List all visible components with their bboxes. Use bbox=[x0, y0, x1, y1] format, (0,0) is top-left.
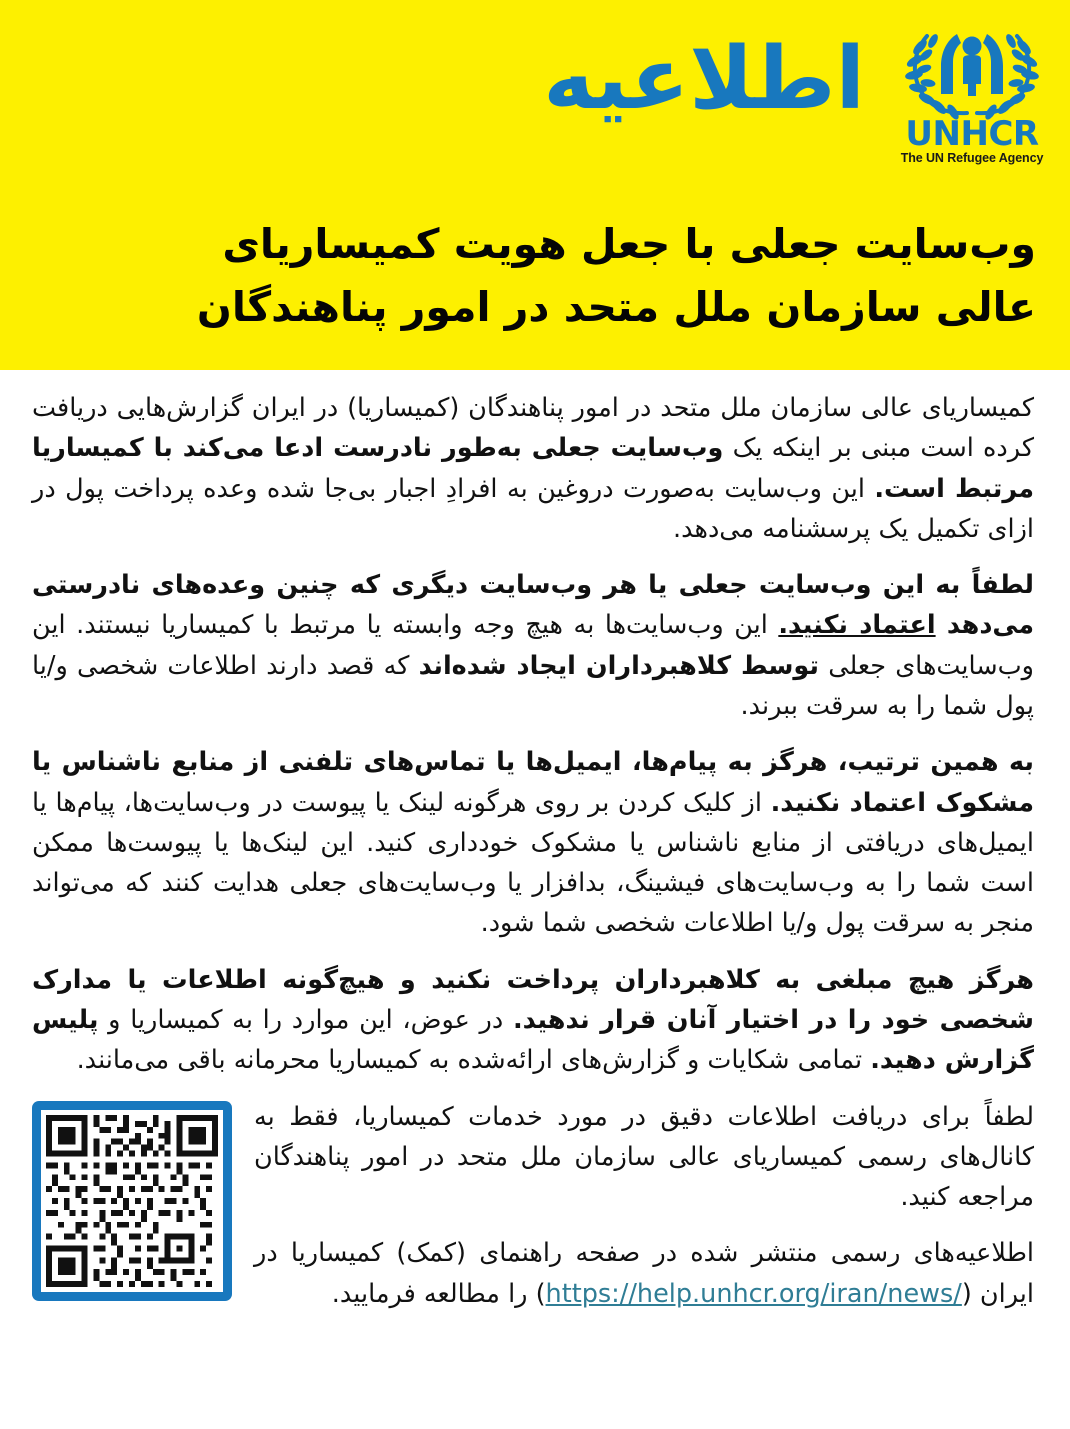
p6-text-a: اطلاعیه‌های رسمی منتشر شده در صفحه راهنمای (کمک) کمیساریا در ایران ( bbox=[254, 1238, 1034, 1309]
p4-text-a: در عوض، این موارد را به کمیساریا و bbox=[98, 1004, 513, 1035]
p2-bold-a: لطفاً به این وب‌سایت جعلی یا هر وب‌سایت دیگری که چنین وعده‌های نادرستی می‌دهد bbox=[32, 570, 1035, 641]
p1-text-b: این وب‌سایت به‌صورت دروغین به افرادِ اجبار بی‌جا شده وعده پرداخت پول در ازای تکمیل یک پرسشنامه می‌دهد. bbox=[32, 473, 1034, 544]
p6-text-b: ) را مطالعه فرمایید. bbox=[331, 1278, 546, 1309]
p4-bold-b: پلیس گزارش دهید. bbox=[32, 1004, 1034, 1076]
header-banner bbox=[0, 0, 1070, 370]
tail-block bbox=[32, 1097, 1034, 1330]
page-title-line-2: عالی سازمان ملل متحد در امور پناهندگان bbox=[196, 282, 1036, 331]
p1-text-a: کمیساریای عالی سازمان ملل متحد در امور پناهندگان (کمیساریا) در ایران گزارش‌هایی دریافت کرده است مبنی بر اینکه یک bbox=[32, 393, 1034, 464]
page-title-line-1: وب‌سایت جعلی با جعل هویت کمیساریای bbox=[222, 220, 1036, 269]
paragraph-5: لطفاً برای دریافت اطلاعات دقیق در مورد خدمات کمیساریا، فقط به کانال‌های رسمی کمیساریای عالی سازمان ملل متحد در امور پناهندگان مراجعه کنید. bbox=[254, 1101, 1034, 1213]
paragraph-4 bbox=[32, 960, 1034, 1081]
p2-text-b: که قصد دارند اطلاعات شخصی و/یا پول شما را به سرقت ببرند. bbox=[32, 650, 1034, 721]
p3-text-a: از کلیک کردن بر روی هرگونه لینک یا پیوست در وب‌سایت‌ها، پیام‌ها یا ایمیل‌های دریافتی از منابع ناشناس یا مشکوک خودداری کنید. این لینک‌ها یا پیوست‌ها ممکن است شما را به وب‌سایت‌های فیشینگ، بدافزار یا وب‌سایت‌های جعلی هدایت کنند که می‌تواند منجر به سرقت پول و/یا اطلاعات شخصی شما شود. bbox=[32, 787, 1034, 939]
qr-code-inner bbox=[41, 1110, 223, 1292]
banner-top-row bbox=[0, 0, 1070, 188]
p3-bold-a: به همین ترتیب، هرگز به پیام‌ها، ایمیل‌ها یا تماس‌های تلفنی از منابع ناشناس یا مشکوک اعتماد نکنید. bbox=[32, 747, 1034, 818]
unhcr-tagline: The UN Refugee Agency bbox=[900, 151, 1044, 166]
p4-bold-a: هرگز هیچ مبلغی به کلاهبرداران پرداخت نکنید و هیچ‌گونه اطلاعات یا مدارک شخصی خود را در اختیار آنان قرار ندهید. bbox=[32, 964, 1034, 1035]
paragraph-1 bbox=[32, 388, 1034, 549]
page-title bbox=[34, 213, 1036, 338]
p2-underline-a: اعتماد نکنید. bbox=[778, 610, 936, 641]
unhcr-logo bbox=[892, 14, 1052, 165]
notice-kicker: اطلاعیه bbox=[543, 29, 865, 129]
help-site-link[interactable]: https://help.unhcr.org/iran/news/ bbox=[545, 1278, 962, 1309]
p1-bold-a: وب‌سایت جعلی به‌طور نادرست ادعا می‌کند با کمیساریا مرتبط است. bbox=[32, 433, 1034, 504]
p2-text-a: این وب‌سایت‌ها به هیچ وجه وابسته یا مرتبط با کمیساریا نیستند. این وب‌سایت‌های جعلی bbox=[32, 610, 1034, 681]
p4-text-b: تمامی شکایات و گزارش‌های ارائه‌شده به کمیساریا محرمانه باقی می‌مانند. bbox=[76, 1045, 871, 1076]
notice-body bbox=[0, 370, 1070, 1330]
p2-bold-b: توسط کلاهبرداران ایجاد شده‌اند bbox=[418, 650, 819, 681]
qr-code[interactable] bbox=[32, 1101, 232, 1301]
paragraph-3 bbox=[32, 742, 1034, 943]
qr-code-icon bbox=[46, 1115, 218, 1287]
unhcr-wordmark: UNHCR bbox=[905, 114, 1039, 154]
unhcr-emblem-icon bbox=[897, 14, 1047, 122]
paragraph-2 bbox=[32, 565, 1034, 726]
